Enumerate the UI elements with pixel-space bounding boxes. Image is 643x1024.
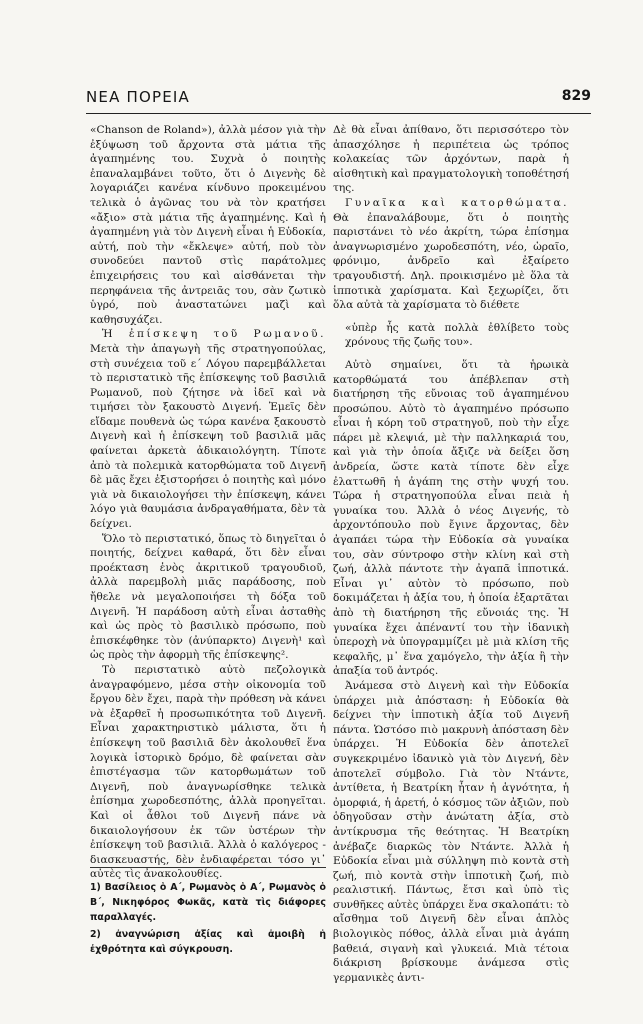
page-number: 829 <box>561 88 591 104</box>
running-header <box>86 88 591 110</box>
footnote-rule <box>90 867 326 868</box>
paragraph: Ἀνάμεσα στὸ Διγενὴ καὶ τὴν Εὐδοκία ὑπάρχει μιὰ ἀπόσταση: ἡ Εὐδοκία θὰ δείχνει τὴν ἱπποτικὴ ἀξία τοῦ Διγενῆ πάντα. Ὡστόσο πιὸ μακρυνὴ ἀπόσταση δὲν ὑπάρχει. Ἡ Εὐδοκία δὲν ἀποτελεῖ συγκεκριμένο ἰδανικὸ γιὰ τὸν Διγενή, δὲν ἀποτελεῖ σύμβολο. Γιὰ τὸν Ντάντε, ἀντίθετα, ἡ Βεατρίκη ἦταν ἡ ἁγνότητα, ἡ ὀμορφιά, ἡ ἀρετή, ὁ κόσμος τῶν ἀξιῶν, ποὺ ὁδηγοῦσαν στὴν ἀνώτατη ἀξία, στὸ ἀντίκρυσμα τῆς θεότητας. Ἡ Βεατρίκη ἀνέβαζε διαρκῶς τὸν Ντάντε. Ἀλλὰ ἡ Εὐδοκία εἶναι μιὰ σύλληψη πιὸ κοντὰ στὴ ζωή, πιὸ κοντὰ στὴν ἱπποτικὴ ζωή, πιὸ ρεαλιστική. Πάντως, ἔτσι καὶ ὑπὸ τὶς συνθῆκες αὐτὲς ὑπάρχει ἕνα σκαλοπάτι: τὸ αἴσθημα τοῦ Διγενῆ δὲν εἶναι ἁπλὸς βιολογικὸς πόθος, ἀλλὰ εἶναι μιὰ ἀγάπη βαθειά, σιγανὴ καὶ γλυκειά. Μιὰ τέτοια διάκριση βρίσκουμε ἀνάμεσα στὶς γερμανικὲς ἀντι- <box>333 679 569 984</box>
footnotes <box>90 880 326 959</box>
paragraph: «Chanson de Roland»), ἀλλὰ μέσον γιὰ τὴν ἐξύψωση τοῦ ἄρχοντα στὰ μάτια τῆς ἀγαπημένης του. Συχνὰ ὁ ποιητὴς ἐπαναλαμβάνει τοῦτο, ὅτι ὁ Διγενὴς δὲ λογαριάζει κανένα κίνδυνο προκειμένου τελικὰ ὁ ἀγῶνας του νὰ τὸν κρατήσει «ἄξιο» στὰ μάτια τῆς ἀγαπημένης. Καὶ ἡ ἀγαπημένη γιὰ τὸν Διγενὴ εἶναι ἡ Εὐδοκία, αὐτή, ποὺ τὴν «ἔκλεψε» αὐτή, ποὺ τὸν συνοδεύει παντοῦ στὶς παράτολμες ἐπιχειρήσεις του καὶ αἰσθάνεται τὴν περηφάνεια τῆς ἀντρειᾶς του, σὰν ζωτικὸ ὑγρό, ποὺ ἀναστατώνει μαζὶ καὶ καθησυχάζει. <box>90 124 326 326</box>
paragraph: Αὐτὸ σημαίνει, ὅτι τὰ ἡρωικὰ κατορθώματά του ἀπέβλεπαν στὴ διατήρηση τῆς εὔνοιας τοῦ ἀγαπημένου προσώπου. Αὐτὸ τὸ ἀγαπημένο πρόσωπο εἶναι ἡ κόρη τοῦ στρατηγοῦ, ποὺ τὴν εἶχε πάρει μὲ κλεψιά, μὲ τὴν παλληκαριά του, καὶ γιὰ τὴν ὁποία ἄξιζε νὰ δείξει ὅση ἀνδρεία, ὥστε κατὰ τίποτε δὲν εἶχε ἐλαττωθῆ ἡ ἀγάπη της στὴν ψυχή του. Τώρα ἡ στρατηγοπούλα εἶναι πειὰ ἡ γυναίκα του. Ἀλλὰ ὁ νέος Διγενής, τὸ ἀρχοντόπουλο ποὺ ἔγινε ἄρχοντας, δὲν ἀγαπάει τώρα τὴν Εὐδοκία σὰ γυναίκα του, σὰν σύντροφο στὴν κλίνη καὶ στὴ ζωή, ἀλλὰ πάντοτε τὴν ἀγαπᾶ ἱπποτικά. Εἶναι γι᾿ αὐτὸν τὸ πρόσωπο, ποὺ δοκιμάζεται ἡ ἀξία του, ἡ ὁποία ἐξαρτᾶται ἀπὸ τὴ διατήρηση τῆς εὔνοιάς της. Ἡ γυναίκα ἔχει ἀπέναντί του τὴν ἰδανικὴ ὑπεροχὴ νὰ ὑπογραμμίζει μὲ μιὰ κλίση τῆς κεφαλῆς, μ᾿ ἕνα χαμόγελο, τὴν ἀξία ἢ τὴν ἀπαξία τοῦ ἀντρός. <box>333 358 569 678</box>
section-heading: Ἡ ἐπίσκεψη τοῦ Ρωμανοῦ. <box>102 328 326 341</box>
right-column <box>333 123 569 984</box>
paragraph <box>333 196 569 313</box>
section-heading: Γυναῖκα καὶ κατορθώματα. <box>345 196 569 209</box>
paragraph: Τὸ περιστατικὸ αὐτὸ πεζολογικὰ ἀναγραφόμενο, μέσα στὴν οἰκονομία τοῦ ἔργου δὲν ἔχει, παρὰ τὴν πρόθεση νὰ κάνει νὰ ἐξαρθεῖ ἡ προσωπικότητα τοῦ Διγενῆ. Εἶναι χαρακτηριστικὸ μάλιστα, ὅτι ἡ ἐπίσκεψη τοῦ βασιλιᾶ δὲν ἀκολουθεῖ ἕνα λογικὰ ἱστορικὸ δρόμο, δὲ φαίνεται σὰν ἐπιστέγασμα τῶν κατορθωμάτων τοῦ Διγενῆ, ποὺ ἀναγνωρίσθηκε τελικὰ ἐπίσημα χωροδεσπότης, ἀλλὰ προηγεῖται. Καὶ οἱ ἆθλοι τοῦ Διγενῆ πάνε νὰ δικαιολογήσουν ἐκ τῶν ὑστέρων τὴν ἐπίσκεψη τοῦ βασιλιᾶ. Ἀλλὰ ὁ καλόγερος - διασκευαστής, δὲν ἐνδιαφέρεται τόσο γι᾿ αὐτὲς τὶς ἀνακολουθίες. <box>90 663 326 881</box>
block-quote: «ὑπὲρ ἧς κατὰ πολλὰ ἐθλίβετο τοὺς χρόνους τῆς ζωῆς του». <box>345 321 569 349</box>
paragraph: Ὅλο τὸ περιστατικό, ὅπως τὸ διηγεῖται ὁ ποιητής, δείχνει καθαρά, ὅτι δὲν εἶναι προέκταση ἑνὸς ἀκριτικοῦ τραγουδιοῦ, ἀλλὰ παρεμβολὴ μιᾶς παράδοσης, ποὺ ἤθελε νὰ μεγαλοποιήσει τὴ δόξα τοῦ Διγενῆ. Ἡ παράδοση αὐτὴ εἶναι ἀσταθὴς καὶ ὡς πρὸς τὸ βασιλικὸ πρόσωπο, ποὺ ἐπισκέφθηκε τὸν (ἀνύπαρκτο) Διγενὴ¹ καὶ ὡς πρὸς τὴν ἀφορμὴ τῆς ἐπίσκεψης². <box>90 532 326 662</box>
header-rule <box>86 113 591 114</box>
footnote: 2) ἀναγνώριση ἀξίας καὶ ἀμοιβὴ ἡ ἐχθρότητα καὶ σύγκρουση. <box>90 929 326 955</box>
paragraph-text: Μετὰ τὴν ἀπαγωγὴ τῆς στρατηγοπούλας, στὴ συνέχεια τοῦ ε΄ Λόγου παρεμβάλλεται τὸ περιστατικὸ τῆς ἐπίσκεψης τοῦ βασιλιᾶ Ρωμανοῦ, ποὺ ζήτησε νὰ ἰδεῖ καὶ νὰ τιμήσει τὸν ξακουστὸ Διγενή. Ἐμεῖς δὲν εἴδαμε πουθενὰ ὡς τώρα κανένα ξακουστὸ Διγενὴ καὶ ἡ ἐπίσκεψη τοῦ βασιλιᾶ μᾶς φαίνεται ἀρκετὰ ἀδικαιολόγητη. Τίποτε ἀπὸ τὰ πολεμικὰ κατορθώματα τοῦ Διγενῆ δὲ μᾶς ἔχει ἐξιστορήσει ὁ ποιητὴς καὶ μόνο γιὰ νὰ δικαιολογήσει τὴν ἐπίσκεψη, κάνει λόγο γιὰ θαυμάσια ἀνδραγαθήματα, δὲν τὰ δείχνει. <box>90 342 326 531</box>
left-column <box>90 123 326 881</box>
paragraph <box>90 327 326 531</box>
paragraph: Δὲ θὰ εἶναι ἀπίθανο, ὅτι περισσότερο τὸν ἀπασχόλησε ἡ περιπέτεια ὡς τρόπος κολακείας τῶν ἀρχόντων, παρὰ ἡ αἰσθητικὴ καὶ πραγματολογικὴ τοποθέτησή της. <box>333 124 569 195</box>
journal-title: ΝΕΑ ΠΟΡΕΙΑ <box>86 88 191 106</box>
paragraph-text: Θὰ ἐπαναλάβουμε, ὅτι ὁ ποιητὴς παριστάνει τὸ νέο ἀκρίτη, τώρα ἐπίσημα ἀναγνωρισμένο χωροδεσπότη, νέο, ὡραῖο, φρόνιμο, ἀνδρεῖο καὶ ἐξαίρετο τραγουδιστή. Δηλ. προικισμένο μὲ ὅλα τὰ ἱπποτικὰ χαρίσματα. Καὶ ξεχωρίζει, ὅτι ὅλα αὐτὰ τὰ χαρίσματα τὸ διέθετε <box>333 211 569 312</box>
footnote: 1) Βασίλειος ὁ Α΄, Ρωμανὸς ὁ Α΄, Ρωμανὸς ὁ Β΄, Νικηφόρος Φωκᾶς, κατὰ τὶς διάφορες παραλλαγές. <box>90 882 326 923</box>
